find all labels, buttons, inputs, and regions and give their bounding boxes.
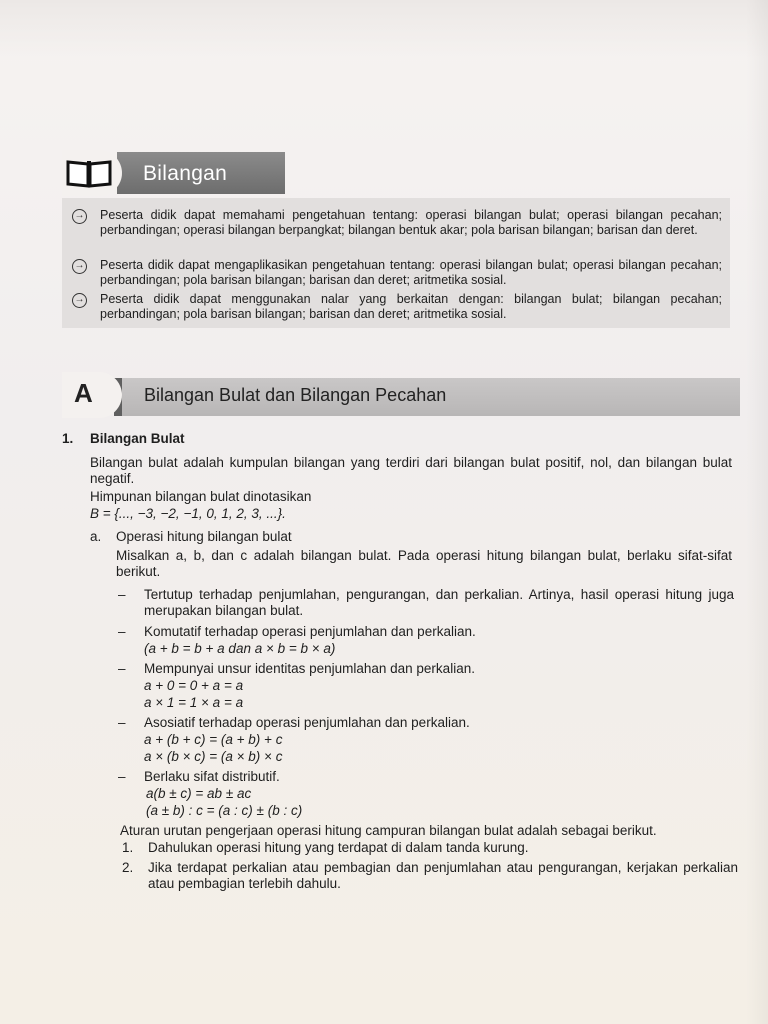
order-intro: Aturan urutan pengerjaan operasi hitung campuran bilangan bulat adalah sebagai berikut. bbox=[120, 823, 657, 838]
property-text: Tertutup terhadap penjumlahan, pengurangan, dan perkalian. Artinya, hasil operasi hitung juga merupakan bilangan bulat. bbox=[144, 587, 734, 618]
objective-text: Peserta didik dapat mengaplikasikan pengetahuan tentang: operasi bilangan bulat; operasi bilangan pecahan; perbandingan; pola barisan bilangan; barisan dan deret; aritmetika sosial. bbox=[100, 258, 722, 287]
dash-bullet: – bbox=[118, 715, 126, 730]
property-text: Berlaku sifat distributif. bbox=[144, 769, 280, 784]
arrow-circle-icon: → bbox=[72, 259, 87, 274]
definition-paragraph: Bilangan bulat adalah kumpulan bilangan yang terdiri dari bilangan bulat positif, nol, dan bilangan bulat negatif. bbox=[90, 455, 732, 486]
item-a-intro: Misalkan a, b, dan c adalah bilangan bulat. Pada operasi hitung bilangan bulat, berlaku sifat-sifat berikut. bbox=[116, 548, 732, 579]
property-formula: a × 1 = 1 × a = a bbox=[144, 695, 244, 710]
item-a-label: a. bbox=[90, 529, 102, 544]
dash-bullet: – bbox=[118, 624, 126, 639]
chapter-title: Bilangan bbox=[143, 162, 228, 185]
section-header bbox=[62, 372, 732, 418]
dash-bullet: – bbox=[118, 661, 126, 676]
book-icon bbox=[62, 150, 122, 196]
objective-text: Peserta didik dapat memahami pengetahuan tentang: operasi bilangan bulat; operasi bilangan pecahan; perbandingan; operasi bilangan berpangkat; bilangan bentuk akar; pola barisan bilangan; barisan dan deret. bbox=[100, 208, 722, 237]
chapter-title-bar bbox=[114, 152, 285, 194]
section-letter: A bbox=[74, 378, 93, 408]
property-formula: (a ± b) : c = (a : c) ± (b : c) bbox=[146, 803, 303, 818]
objective-item bbox=[72, 208, 724, 254]
page-top-shadow bbox=[0, 0, 768, 60]
property-formula: a + 0 = 0 + a = a bbox=[144, 678, 244, 693]
order-number: 1. bbox=[122, 840, 134, 855]
section-title: Bilangan Bulat dan Bilangan Pecahan bbox=[144, 385, 447, 405]
property-formula: a(b ± c) = ab ± ac bbox=[146, 786, 252, 801]
property-formula: a + (b + c) = (a + b) + c bbox=[144, 732, 283, 747]
arrow-circle-icon: → bbox=[72, 209, 87, 224]
section-title-bar bbox=[114, 378, 740, 416]
order-text: Jika terdapat perkalian atau pembagian dan penjumlahan atau pengurangan, kerjakan perkalian atau pembagian terlebih dahulu. bbox=[148, 860, 738, 891]
objective-item bbox=[72, 258, 724, 288]
page-right-edge bbox=[746, 0, 768, 1024]
subsection-number: 1. bbox=[62, 431, 74, 446]
notation-formula: B = {..., −3, −2, −1, 0, 1, 2, 3, ...}. bbox=[90, 506, 286, 521]
learning-objectives-box bbox=[62, 198, 730, 328]
dash-bullet: – bbox=[118, 587, 126, 602]
objective-text: Peserta didik dapat menggunakan nalar yang berkaitan dengan: bilangan bulat; bilangan pecahan; perbandingan; pola barisan bilangan; barisan dan deret; aritmetika sosial. bbox=[100, 292, 722, 321]
subsection-title: Bilangan Bulat bbox=[90, 431, 185, 446]
item-a-title: Operasi hitung bilangan bulat bbox=[116, 529, 292, 544]
objective-item bbox=[72, 292, 724, 322]
property-text: Komutatif terhadap operasi penjumlahan dan perkalian. bbox=[144, 624, 476, 639]
arrow-circle-icon: → bbox=[72, 293, 87, 308]
property-formula: (a + b = b + a dan a × b = b × a) bbox=[144, 641, 336, 656]
chapter-header bbox=[62, 150, 284, 196]
property-text: Asosiatif terhadap operasi penjumlahan dan perkalian. bbox=[144, 715, 470, 730]
section-letter-badge bbox=[62, 372, 122, 418]
order-text: Dahulukan operasi hitung yang terdapat di dalam tanda kurung. bbox=[148, 840, 529, 855]
dash-bullet: – bbox=[118, 769, 126, 784]
order-number: 2. bbox=[122, 860, 134, 875]
property-text: Mempunyai unsur identitas penjumlahan dan perkalian. bbox=[144, 661, 475, 676]
notation-intro: Himpunan bilangan bulat dinotasikan bbox=[90, 489, 312, 504]
property-formula: a × (b × c) = (a × b) × c bbox=[144, 749, 283, 764]
